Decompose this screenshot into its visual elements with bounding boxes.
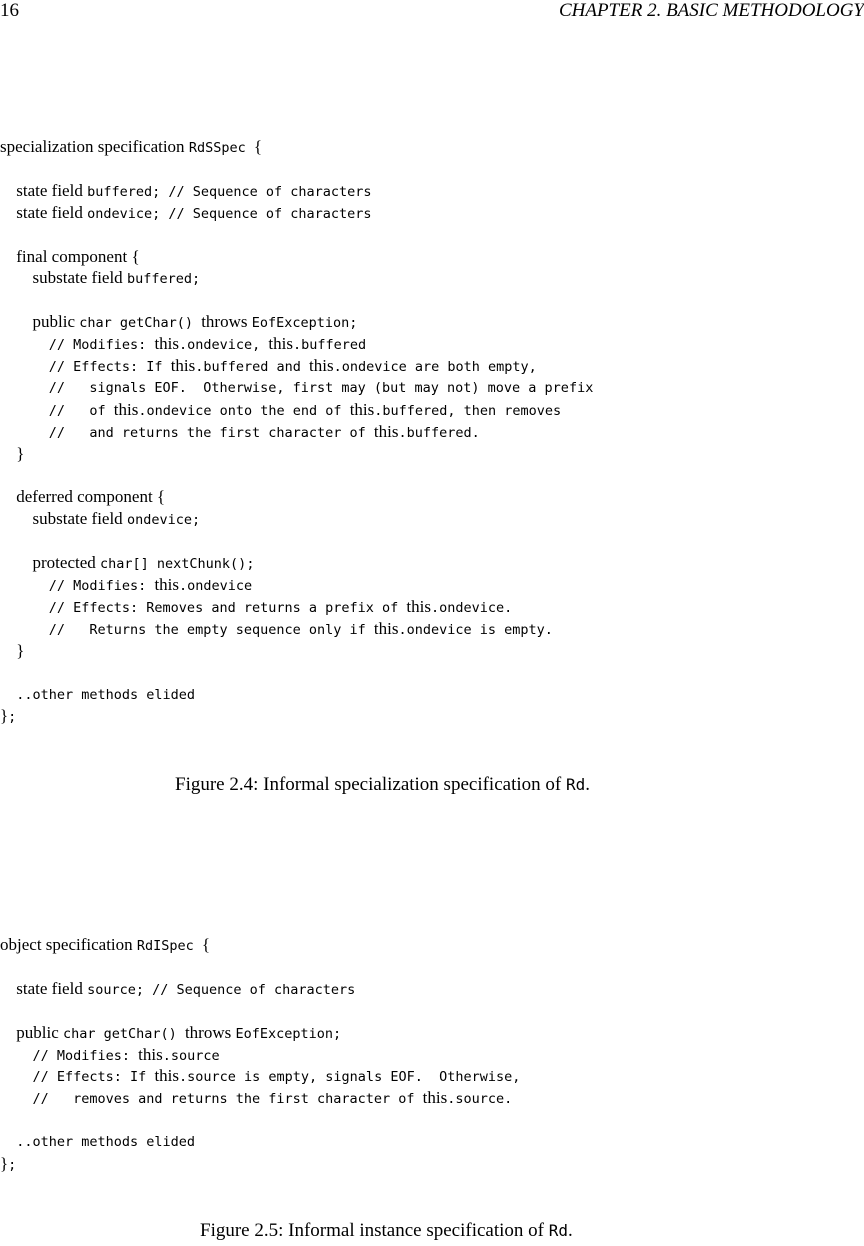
code-text: .ondevice is empty. xyxy=(398,621,553,638)
code-line xyxy=(0,1022,341,1044)
code-text: EofException; xyxy=(251,315,358,332)
code-text: .ondevice. xyxy=(430,599,513,616)
code-text: // Effects: If xyxy=(0,359,171,375)
code-text xyxy=(0,1026,16,1042)
code-line xyxy=(0,246,140,268)
code-line xyxy=(0,311,357,333)
caption-text: Figure 2.5: Informal instance specification of xyxy=(200,1220,549,1241)
code-text: .ondevice, xyxy=(179,337,269,354)
keyword-text: deferred component { xyxy=(16,487,166,507)
figure-2-4-caption xyxy=(175,774,590,796)
code-text: .source. xyxy=(447,1091,513,1108)
code-line xyxy=(0,705,16,727)
code-text xyxy=(0,982,16,998)
keyword-text: state field xyxy=(16,180,88,200)
code-text: // Modifies: xyxy=(0,578,155,594)
keyword-text: throws xyxy=(184,1022,236,1042)
code-text: RdISpec xyxy=(136,938,202,954)
keyword-text: substate field xyxy=(32,268,127,288)
keyword-text: state field xyxy=(16,978,88,998)
keyword-text: } xyxy=(16,443,25,463)
code-text: // Returns the empty sequence only if xyxy=(0,621,374,638)
code-text xyxy=(0,206,16,222)
code-text: // of xyxy=(0,402,114,419)
keyword-text: state field xyxy=(16,202,88,222)
code-line xyxy=(0,399,561,421)
code-line xyxy=(0,421,480,443)
code-text: ondevice; xyxy=(126,512,201,529)
keyword-text: throws xyxy=(201,312,252,332)
code-line xyxy=(0,202,372,224)
code-text xyxy=(0,512,33,528)
code-text: // Modifies: xyxy=(0,337,155,354)
caption-period: . xyxy=(568,1220,573,1241)
keyword-text: } xyxy=(0,706,9,726)
caption-code: Rd xyxy=(548,1221,569,1240)
code-text: ondevice; // Sequence of characters xyxy=(87,205,372,222)
keyword-text: object specification xyxy=(0,935,137,954)
keyword-text: this xyxy=(154,575,179,594)
keyword-text: public xyxy=(32,312,80,332)
code-text xyxy=(0,490,16,506)
code-line xyxy=(0,486,165,508)
code-text: char getChar() xyxy=(79,315,202,332)
code-text: RdSSpec xyxy=(188,140,254,156)
keyword-text: this xyxy=(138,1044,163,1064)
code-line xyxy=(0,377,593,399)
code-line xyxy=(0,1044,220,1066)
keyword-text: public xyxy=(16,1022,64,1042)
code-text xyxy=(0,644,16,660)
figure-2-5-caption xyxy=(200,1220,573,1242)
running-title: CHAPTER 2. BASIC METHODOLOGY xyxy=(558,0,864,21)
code-line xyxy=(0,1131,195,1153)
code-text: .ondevice are both empty, xyxy=(333,359,537,375)
code-text: ; xyxy=(8,709,17,726)
code-line xyxy=(0,267,200,289)
code-line xyxy=(0,1153,16,1175)
code-line xyxy=(0,1087,512,1109)
code-text: source; // Sequence of characters xyxy=(87,981,356,998)
code-text: .source xyxy=(162,1047,220,1064)
code-text: ..other methods elided xyxy=(0,1134,196,1151)
code-text: char[] nextChunk(); xyxy=(100,556,255,573)
code-line xyxy=(0,443,24,465)
keyword-text: this xyxy=(154,334,179,354)
code-text: .ondevice onto the end of xyxy=(138,402,350,419)
page-header xyxy=(0,0,864,24)
keyword-text: this xyxy=(373,618,399,638)
code-text: // and returns the first character of xyxy=(0,424,374,441)
keyword-text: this xyxy=(268,334,293,354)
code-text xyxy=(0,271,33,287)
code-line xyxy=(0,640,24,662)
code-text: .ondevice xyxy=(179,578,253,594)
code-line xyxy=(0,978,355,1000)
code-text: .source is empty, signals EOF. Otherwise, xyxy=(179,1069,521,1086)
code-text: ..other methods elided xyxy=(0,686,196,703)
code-text: // Modifies: xyxy=(0,1047,139,1064)
code-text: // Effects: Removes and returns a prefix of xyxy=(0,599,407,616)
code-text: EofException; xyxy=(235,1025,342,1042)
code-line xyxy=(0,574,252,596)
keyword-text: specialization specification xyxy=(0,137,189,156)
code-line xyxy=(0,618,553,640)
keyword-text: substate field xyxy=(32,509,127,529)
keyword-text: { xyxy=(201,935,211,954)
keyword-text: this xyxy=(113,399,139,419)
code-line xyxy=(0,355,537,377)
code-text xyxy=(0,556,33,572)
code-text xyxy=(0,315,33,331)
code-text xyxy=(0,447,16,463)
code-line xyxy=(0,1065,520,1087)
code-text: buffered; // Sequence of characters xyxy=(87,183,372,200)
keyword-text: this xyxy=(422,1088,448,1108)
code-line xyxy=(0,333,366,355)
code-text xyxy=(0,250,16,266)
code-text: .buffered xyxy=(292,337,367,354)
caption-code: Rd xyxy=(565,775,586,794)
keyword-text: this xyxy=(309,356,334,375)
keyword-text: this xyxy=(373,421,399,441)
keyword-text: protected xyxy=(32,553,101,573)
keyword-text: this xyxy=(154,1066,179,1086)
page-number: 16 xyxy=(0,0,19,21)
code-line xyxy=(0,934,210,956)
code-text: .buffered. xyxy=(398,424,480,441)
code-line xyxy=(0,508,200,530)
keyword-text: this xyxy=(349,399,375,419)
code-line xyxy=(0,136,262,158)
code-text: char getChar() xyxy=(63,1025,185,1042)
code-line xyxy=(0,552,254,574)
code-text: buffered; xyxy=(126,271,201,288)
caption-period: . xyxy=(585,774,590,795)
code-line xyxy=(0,684,195,706)
keyword-text: { xyxy=(253,137,263,156)
code-text: ; xyxy=(8,1157,17,1173)
code-line xyxy=(0,596,512,618)
keyword-text: final component { xyxy=(16,246,140,266)
code-text: // removes and returns the first character of xyxy=(0,1091,423,1108)
code-text: // Effects: If xyxy=(0,1069,155,1086)
code-line xyxy=(0,180,372,202)
code-text: .buffered, then removes xyxy=(374,402,562,419)
code-text xyxy=(0,184,16,200)
keyword-text: } xyxy=(0,1154,9,1173)
code-text: // signals EOF. Otherwise, first may (but may not) move a prefix xyxy=(0,379,594,396)
keyword-text: this xyxy=(406,596,431,616)
caption-text: Figure 2.4: Informal specialization specification of xyxy=(175,774,566,795)
code-text: .buffered and xyxy=(195,359,310,375)
keyword-text: this xyxy=(170,356,196,375)
keyword-text: } xyxy=(16,640,25,660)
